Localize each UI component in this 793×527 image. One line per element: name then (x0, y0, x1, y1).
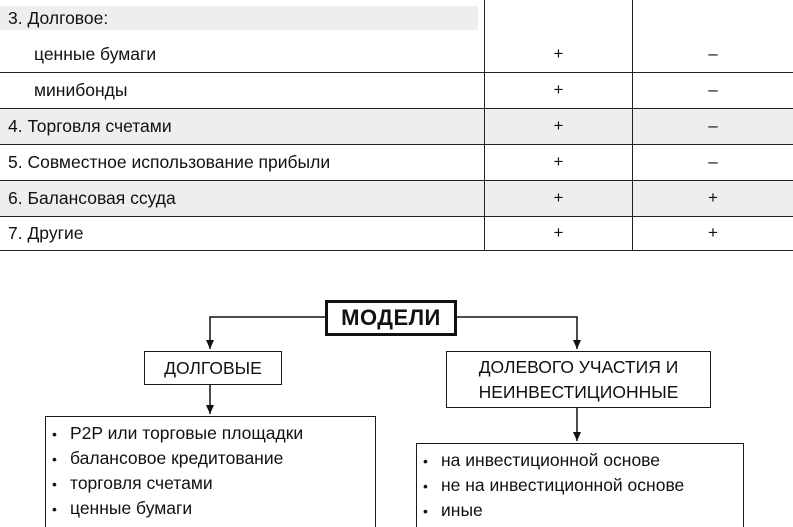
cell-col1: + (553, 152, 564, 171)
cell-col2: – (708, 152, 718, 171)
bullet-icon: • (423, 452, 428, 469)
cell-col1: + (553, 223, 564, 242)
cell-col1: + (553, 188, 564, 207)
bullet-icon: • (52, 475, 57, 492)
equity-models-box (446, 351, 711, 408)
list-item (423, 498, 743, 523)
row-label: 7. Другие (8, 222, 84, 243)
cell-col2: – (708, 80, 718, 99)
equity-title (479, 355, 679, 405)
bullet-icon: • (423, 477, 428, 494)
row-label: 5. Совместное использование прибыли (8, 151, 331, 172)
cell-col1: + (553, 116, 564, 135)
row-label: минибонды (34, 79, 128, 100)
list-item-label: торговля счетами (70, 473, 213, 493)
list-item (52, 471, 375, 496)
cell-col1: + (553, 44, 564, 63)
list-item (52, 496, 375, 521)
debt-title: ДОЛГОВЫЕ (164, 357, 262, 378)
root-title: МОДЕЛИ (341, 305, 441, 330)
bullet-icon: • (52, 425, 57, 442)
cell-col2: – (708, 44, 718, 63)
equity-items-list (416, 443, 744, 527)
cell-col2: – (708, 116, 718, 135)
debt-items-list (45, 416, 376, 527)
list-item-label: P2P или торговые площадки (70, 423, 304, 443)
list-item (52, 421, 375, 446)
debt-models-box (144, 351, 282, 385)
equity-title-line2: НЕИНВЕСТИЦИОННЫЕ (478, 381, 679, 402)
cell-col2: + (708, 223, 718, 242)
bullet-icon: • (52, 500, 57, 517)
row-label: 6. Балансовая ссуда (8, 187, 176, 208)
bullet-icon: • (52, 450, 57, 467)
list-item-label: ценные бумаги (70, 498, 193, 518)
list-item-label: иные (441, 500, 483, 520)
list-item (52, 446, 375, 471)
row-label: 3. Долговое: (8, 7, 109, 28)
row-label: ценные бумаги (34, 43, 157, 64)
list-item-label: на инвестиционной основе (441, 450, 661, 470)
models-root-box (325, 300, 457, 336)
cell-col1: + (553, 80, 564, 99)
list-item-label: не на инвестиционной основе (441, 475, 685, 495)
list-item-label: балансовое кредитование (70, 448, 284, 468)
equity-title-line1: ДОЛЕВОГО УЧАСТИЯ И (478, 356, 679, 377)
list-item (423, 448, 743, 473)
list-item (423, 473, 743, 498)
row-label: 4. Торговля счетами (8, 115, 172, 136)
cell-col2: + (708, 188, 718, 207)
bullet-icon: • (423, 502, 428, 519)
